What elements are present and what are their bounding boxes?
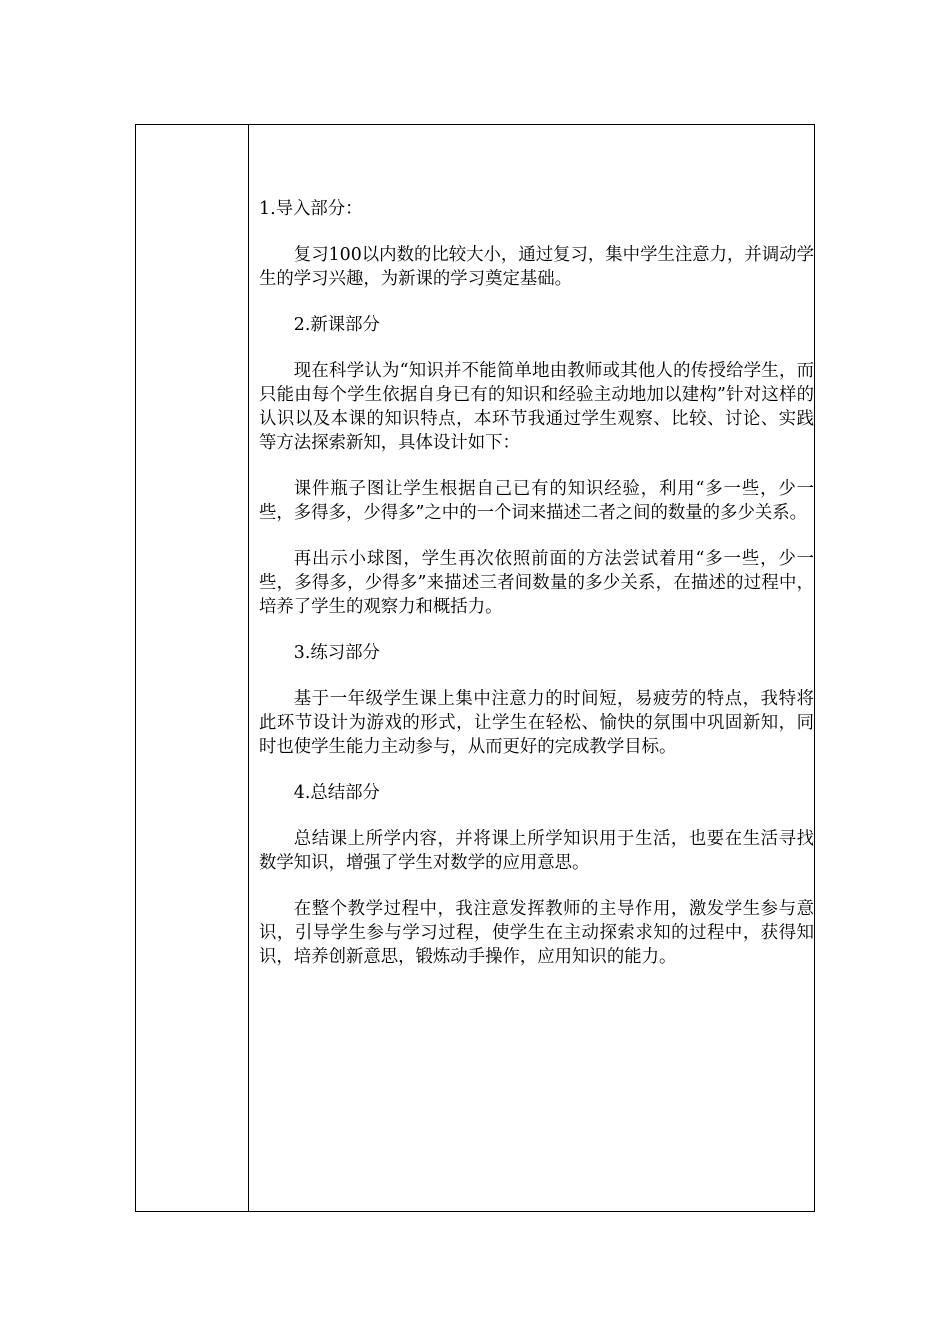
section-heading-practice: 3.练习部分 [293, 643, 380, 663]
paragraph-bottle-picture: 课件瓶子图让学生根据自己已有的知识经验，利用“多一些，少一些，多得多，少得多”之中的一个词来描述二者之间的数量的多少关系。 [259, 479, 814, 523]
section-heading-new-lesson: 2.新课部分 [293, 315, 380, 335]
lesson-content [259, 197, 814, 991]
paragraph-summary: 总结课上所学内容，并将课上所学知识用于生活，也要在生活寻找数学知识，增强了学生对数学的应用意思。 [259, 829, 814, 873]
section-heading-summary: 4.总结部分 [293, 783, 380, 803]
paragraph-conclusion: 在整个教学过程中，我注意发挥教师的主导作用，激发学生参与意识，引导学生参与学习过程，使学生在主动探索求知的过程中，获得知识，培养创新意思，锻炼动手操作，应用知识的能力。 [259, 899, 814, 967]
content-column-cell [249, 125, 814, 1211]
paragraph-ball-picture: 再出示小球图，学生再次依照前面的方法尝试着用“多一些，少一些，多得多，少得多”来描述三者间数量的多少关系，在描述的过程中，培养了学生的观察力和概括力。 [259, 549, 814, 617]
lesson-table [135, 124, 815, 1212]
section-heading-intro: 1.导入部分： [259, 199, 363, 219]
label-column-cell [136, 125, 249, 1211]
paragraph-new-lesson-theory: 现在科学认为“知识并不能简单地由教师或其他人的传授给学生，而只能由每个学生依据自身已有的知识和经验主动地加以建构”针对这样的认识以及本课的知识特点，本环节我通过学生观察、比较、讨论、实践等方法探索新知，具体设计如下： [259, 361, 814, 453]
paragraph-practice: 基于一年级学生课上集中注意力的时间短，易疲劳的特点，我特将此环节设计为游戏的形式，让学生在轻松、愉快的氛围中巩固新知，同时也使学生能力主动参与，从而更好的完成教学目标。 [259, 689, 814, 757]
paragraph-intro: 复习100以内数的比较大小，通过复习，集中学生注意力，并调动学生的学习兴趣，为新课的学习奠定基础。 [259, 245, 814, 289]
